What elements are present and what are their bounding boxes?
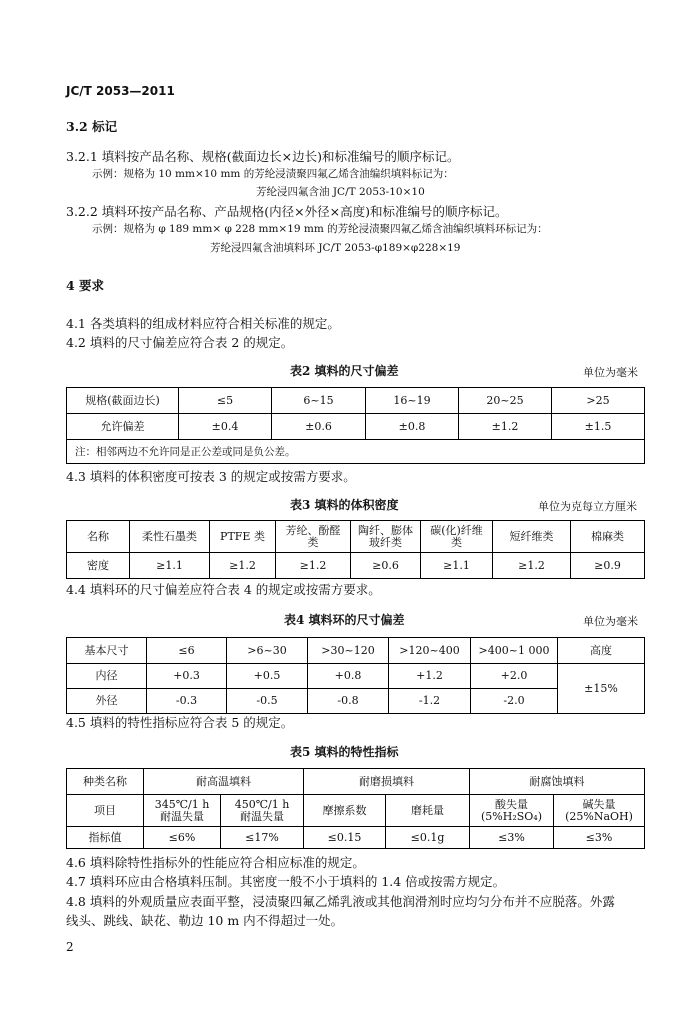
table2-cell: ±1.5: [552, 414, 645, 440]
table2-cell: 16~19: [366, 388, 459, 414]
clause-4-7: 4.7 填料环应由合格填料压制。其密度一般不小于填料的 1.4 倍或按需方规定。: [66, 874, 506, 889]
table4-cell: -1.2: [389, 689, 471, 714]
table5-header-cell: 酸失量 (5%H₂SO₄): [470, 795, 554, 827]
table4-unit: 单位为毫米: [583, 615, 638, 628]
clause-4-8-continued: 线头、跳线、缺花、勒边 10 m 内不得超过一处。: [66, 913, 344, 928]
table3-cell: ≥1.2: [276, 553, 351, 579]
table2-cell: ±1.2: [459, 414, 552, 440]
table5-header-cell: 磨耗量: [386, 795, 470, 827]
table3-header-cell: 棉麻类: [571, 521, 645, 553]
table4-cell: -0.5: [227, 689, 308, 714]
table3-cell: ≥1.1: [421, 553, 493, 579]
table2-cell: ±0.4: [179, 414, 272, 440]
table3-header-cell: PTFE 类: [210, 521, 276, 553]
table5-header-cell: 项目: [67, 795, 144, 827]
clause-4-4: 4.4 填料环的尺寸偏差应符合表 4 的规定或按需方要求。: [66, 582, 381, 597]
clause-4-6: 4.6 填料除特性指标外的性能应符合相应标准的规定。: [66, 855, 365, 870]
table4-cell: -2.0: [471, 689, 558, 714]
table3-cell: ≥1.1: [130, 553, 210, 579]
clause-3-2-1-mark: 芳纶浸四氟含油 JC/T 2053-10×10: [256, 186, 425, 198]
table3-caption: 表3 填料的体积密度: [290, 498, 399, 512]
table2-cell: >25: [552, 388, 645, 414]
table2: [66, 387, 645, 464]
clause-4-2: 4.2 填料的尺寸偏差应符合表 2 的规定。: [66, 335, 294, 350]
table3-header-cell: 陶纤、膨体玻纤类: [351, 521, 421, 553]
standard-code-header: JC/T 2053—2011: [66, 84, 175, 98]
table4-cell: +0.3: [147, 664, 227, 689]
table4-caption: 表4 填料环的尺寸偏差: [284, 613, 405, 627]
table3-unit: 单位为克每立方厘米: [538, 500, 637, 513]
table3-cell: ≥1.2: [493, 553, 571, 579]
table5-cell: ≤3%: [554, 827, 645, 849]
table4-cell: -0.8: [308, 689, 389, 714]
table4-header-cell: 外径: [67, 689, 147, 714]
table4-header-cell: 基本尺寸: [67, 638, 147, 664]
clause-3-2-2-example: 示例：规格为 φ 189 mm× φ 228 mm×19 mm 的芳纶浸渍聚四氟乙烯含油编织填料环标记为：: [92, 223, 548, 235]
table2-cell: ±0.6: [272, 414, 366, 440]
table3-header-cell: 碳(化)纤维类: [421, 521, 493, 553]
table5-caption: 表5 填料的特性指标: [290, 745, 399, 759]
table5-group-header: 耐腐蚀填料: [470, 769, 645, 795]
table4-cell: +1.2: [389, 664, 471, 689]
table5-cell: ≤0.15: [304, 827, 386, 849]
table3-header-cell: 柔性石墨类: [130, 521, 210, 553]
table4-header-cell: >400~1 000: [471, 638, 558, 664]
table5-header-cell: 指标值: [67, 827, 144, 849]
table3-header-cell: 名称: [67, 521, 130, 553]
table4-cell: -0.3: [147, 689, 227, 714]
table5-cell: ≤6%: [144, 827, 221, 849]
table4-cell: +2.0: [471, 664, 558, 689]
table4-cell: +0.5: [227, 664, 308, 689]
clause-3-2-2: 3.2.2 填料环按产品名称、产品规格(内径×外径×高度)和标准编号的顺序标记。: [66, 204, 508, 219]
table4-header-cell: 内径: [67, 664, 147, 689]
clause-3-2-1: 3.2.1 填料按产品名称、规格(截面边长×边长)和标准编号的顺序标记。: [66, 149, 460, 164]
table3: [66, 520, 645, 579]
table3-header-cell: 芳纶、酚醛类: [276, 521, 351, 553]
table5-header-cell: 摩擦系数: [304, 795, 386, 827]
table2-cell: ±0.8: [366, 414, 459, 440]
table2-cell: 6~15: [272, 388, 366, 414]
table5-group-header: 耐高温填料: [144, 769, 304, 795]
table4-cell: +0.8: [308, 664, 389, 689]
table5-header-cell: 碱失量 (25%NaOH): [554, 795, 645, 827]
table3-cell: ≥0.6: [351, 553, 421, 579]
table2-cell: ≤5: [179, 388, 272, 414]
table3-cell: ≥1.2: [210, 553, 276, 579]
section-4-title: 4 要求: [66, 278, 105, 293]
clause-3-2-1-example: 示例：规格为 10 mm×10 mm 的芳纶浸渍聚四氟乙烯含油编织填料标记为：: [92, 168, 454, 180]
section-3-2-title: 3.2 标记: [66, 119, 118, 134]
table5-header-cell: 种类名称: [67, 769, 144, 795]
table2-caption: 表2 填料的尺寸偏差: [290, 364, 399, 378]
table4-header-cell: >120~400: [389, 638, 471, 664]
table3-header-cell: 密度: [67, 553, 130, 579]
table4-header-cell: ≤6: [147, 638, 227, 664]
table5-cell: ≤0.1g: [386, 827, 470, 849]
clause-3-2-2-mark: 芳纶浸四氟含油填料环 JC/T 2053-φ189×φ228×19: [210, 242, 461, 254]
table2-note: 注：相邻两边不允许同是正公差或同是负公差。: [67, 440, 645, 464]
table4-header-cell: 高度: [558, 638, 645, 664]
table4-header-cell: >30~120: [308, 638, 389, 664]
table4: [66, 637, 645, 714]
page-number: 2: [66, 940, 74, 954]
table4-height-tolerance: ±15%: [558, 664, 645, 714]
clause-4-5: 4.5 填料的特性指标应符合表 5 的规定。: [66, 715, 294, 730]
table5-cell: ≤3%: [470, 827, 554, 849]
table5-header-cell: 345℃/1 h 耐温失量: [144, 795, 221, 827]
clause-4-3: 4.3 填料的体积密度可按表 3 的规定或按需方要求。: [66, 469, 356, 484]
table2-unit: 单位为毫米: [583, 366, 638, 379]
table2-header-cell: 规格(截面边长): [67, 388, 179, 414]
table5-header-cell: 450℃/1 h 耐温失量: [221, 795, 304, 827]
clause-4-1: 4.1 各类填料的组成材料应符合相关标准的规定。: [66, 316, 340, 331]
table3-header-cell: 短纤维类: [493, 521, 571, 553]
table5-cell: ≤17%: [221, 827, 304, 849]
table2-cell: 20~25: [459, 388, 552, 414]
table3-cell: ≥0.9: [571, 553, 645, 579]
clause-4-8: 4.8 填料的外观质量应表面平整，浸渍聚四氟乙烯乳液或其他润滑剂时应均匀分布并不应脱落。外露: [66, 894, 615, 909]
table4-header-cell: >6~30: [227, 638, 308, 664]
table5: [66, 768, 645, 849]
table2-header-cell: 允许偏差: [67, 414, 179, 440]
table5-group-header: 耐磨损填料: [304, 769, 470, 795]
